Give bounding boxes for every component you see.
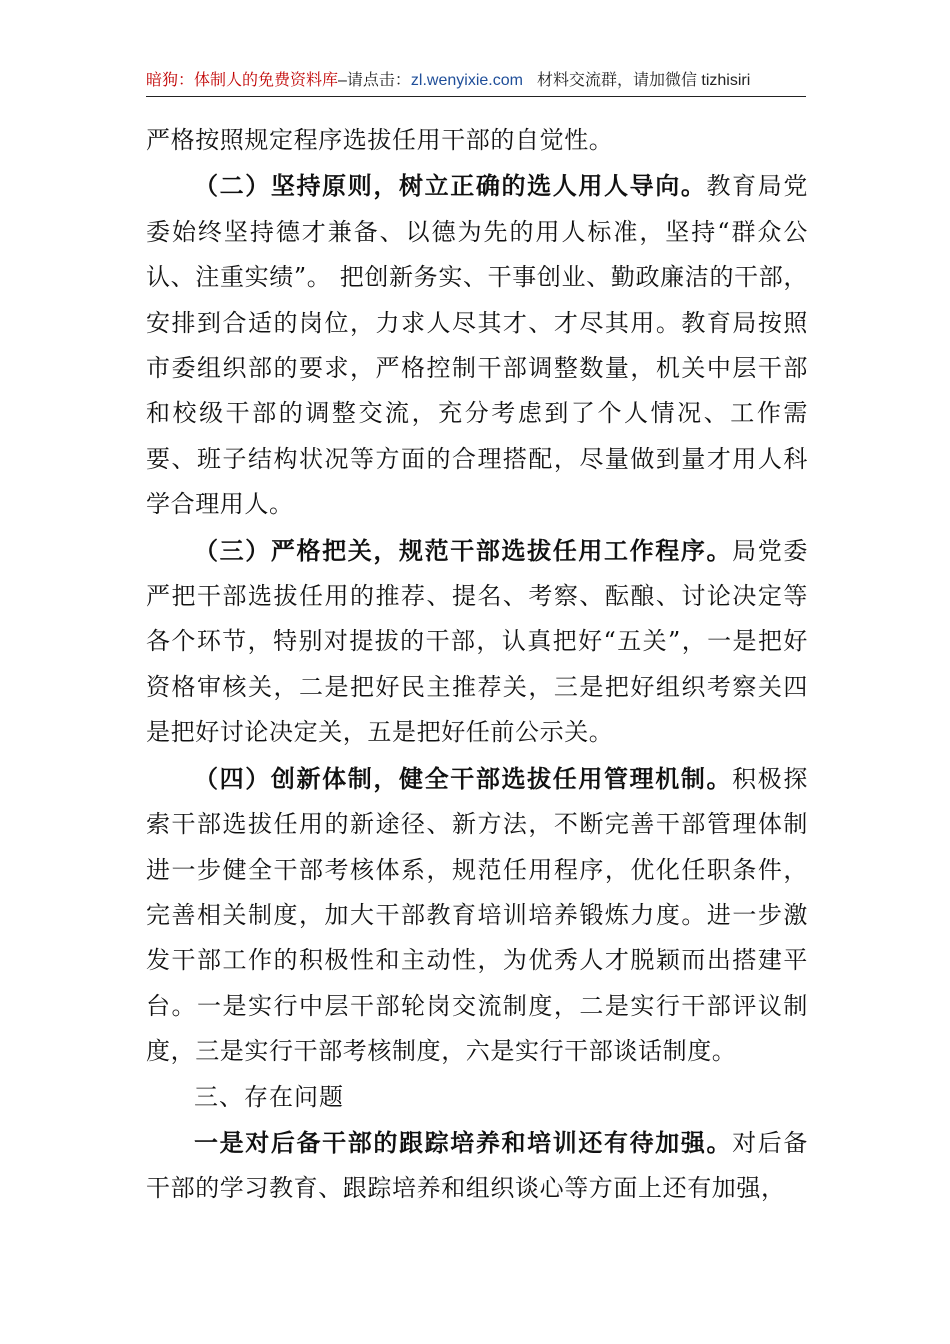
paragraph-continuation: 严格按照规定程序选拔任用干部的自觉性。 (146, 126, 614, 154)
page-header (146, 68, 806, 97)
header-url-link[interactable]: zl.wenyixie.com (410, 72, 523, 89)
paragraph-heading: （三）严格把关，规范干部选拔任用工作程序。 (194, 535, 733, 565)
paragraph-heading: （二）坚持原则，树立正确的选人用人导向。 (194, 171, 707, 201)
paragraph-heading: 一是对后备干部的跟踪培养和培训还有待加强。 (194, 1127, 733, 1157)
section-title-problems: 三、存在问题 (194, 1082, 344, 1111)
paragraph-body: 局党委严把干部选拔任用的推荐、提名、考察、酝酿、讨论决定等各个环节，特别对提拔的干部，认真把好“五关”，一是把好资格审核关，二是把好民主推荐关，三是把好组织考察关四是把好讨论决定关，五是把好任前公示关。 (146, 536, 808, 747)
header-click-label: –请点击： (338, 72, 411, 89)
paragraph-problem-one (146, 1120, 808, 1212)
paragraph-body: 积极探索干部选拔任用的新途径、新方法，不断完善干部管理体制进一步健全干部考核体系，规范任用程序，优化任职条件，完善相关制度，加大干部教育培训培养锻炼力度。进一步激发干部工作的积极性和主动性，为优秀人才脱颖而出搭建平台。一是实行中层干部轮岗交流制度，二是实行干部评议制度，三是实行干部考核制度，六是实行干部谈话制度。 (146, 764, 808, 1066)
paragraph-body: 教育局党委始终坚持德才兼备、以德为先的用人标准，坚持“群众公认、注重实绩”。 把创新务实、干事创业、勤政廉洁的干部，安排到合适的岗位，力求人尽其才、才尽其用。教育局按照市委组织部的要求，严格控制干部调整数量，机关中层干部和校级干部的调整交流，充分考虑到了个人情况、工作需要、班子结构状况等方面的合理搭配，尽量做到量才用人科学合理用人。 (146, 172, 808, 519)
header-site-label: 暗狗：体制人的免费资料库 (146, 72, 339, 89)
header-wechat-note: 材料交流群，请加微信 tizhisiri (536, 72, 751, 89)
paragraph-procedure (146, 528, 808, 756)
paragraph-heading: （四）创新体制，健全干部选拔任用管理机制。 (194, 763, 733, 793)
paragraph-principle (146, 163, 808, 527)
document-body (146, 118, 808, 1212)
paragraph-body: 对后备干部的学习教育、跟踪培养和组织谈心等方面上还有加强， (146, 1128, 808, 1203)
paragraph-mechanism (146, 756, 808, 1075)
